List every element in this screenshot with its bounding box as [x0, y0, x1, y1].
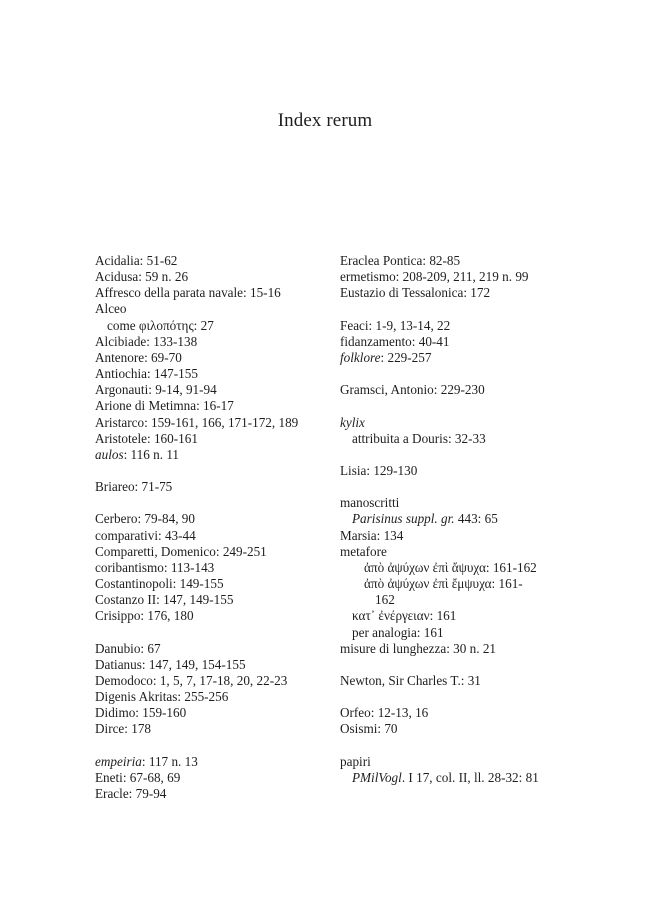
- index-entry: [340, 463, 576, 479]
- index-subentry: [340, 608, 576, 624]
- index-entry: [95, 301, 327, 317]
- index-entry: [95, 366, 327, 382]
- index-entry: [95, 592, 327, 608]
- index-subentry: [95, 318, 327, 334]
- index-entry: [95, 608, 327, 624]
- index-entry: [95, 689, 327, 705]
- index-entry: [95, 285, 327, 301]
- index-gap: [340, 738, 576, 754]
- index-entry: [95, 673, 327, 689]
- index-entry-text: ἀπὸ ἀψύχων ἐπὶ ἔμψυχα: 161-: [364, 576, 523, 592]
- index-column-right: [340, 253, 576, 786]
- index-entry-text: Eracle: 79-94: [95, 786, 167, 802]
- index-subentry: [340, 560, 576, 576]
- index-entry-text: manoscritti: [340, 495, 400, 511]
- index-entry-text: ἀπὸ ἀψύχων ἐπὶ ἄψυχα: 161-162: [364, 559, 537, 575]
- index-entry: [340, 495, 576, 511]
- index-entry: [340, 269, 576, 285]
- index-entry-text: Affresco della parata navale: 15-16: [95, 285, 281, 301]
- index-entry-text: Eustazio di Tessalonica: 172: [340, 285, 491, 301]
- index-entry-text: Digenis Akritas: 255-256: [95, 689, 229, 705]
- index-entry: [95, 770, 327, 786]
- index-entry: [95, 269, 327, 285]
- index-entry: [95, 576, 327, 592]
- index-entry: [95, 721, 327, 737]
- index-entry-text: fidanzamento: 40-41: [340, 333, 450, 349]
- index-entry: [95, 705, 327, 721]
- index-entry-text: per analogia: 161: [352, 624, 444, 640]
- index-entry: [95, 334, 327, 350]
- index-entry-text: Didimo: 159-160: [95, 705, 187, 721]
- index-entry-text: Comparetti, Domenico: 249-251: [95, 543, 267, 559]
- index-entry-text: κατ᾽ ἐνέργειαν: 161: [352, 608, 457, 624]
- index-entry-text: Alcibiade: 133-138: [95, 333, 198, 349]
- index-subentry: [340, 511, 576, 527]
- index-entry-text: Aristotele: 160-161: [95, 430, 198, 446]
- page-title: Index rerum: [277, 110, 373, 131]
- index-entry-italic-term: empeiria: [95, 753, 142, 769]
- index-entry-italic-term: aulos: [95, 446, 124, 462]
- index-entry-text: Dirce: 178: [95, 721, 152, 737]
- index-subentry: [340, 625, 576, 641]
- index-entry: [340, 641, 576, 657]
- index-entry: [95, 382, 327, 398]
- index-entry: [95, 560, 327, 576]
- index-entry-text: Costanzo II: 147, 149-155: [95, 592, 234, 608]
- index-entry-text: Demodoco: 1, 5, 7, 17-18, 20, 22-23: [95, 673, 288, 689]
- index-entry-text: coribantismo: 113-143: [95, 559, 215, 575]
- index-entry-text: Antenore: 69-70: [95, 349, 182, 365]
- index-entry-text: attribuita a Douris: 32-33: [352, 430, 486, 446]
- index-entry: [95, 350, 327, 366]
- index-entry-text: Briareo: 71-75: [95, 479, 173, 495]
- index-entry-text: Alceo: [95, 301, 127, 317]
- index-entry-text: metafore: [340, 543, 387, 559]
- index-entry: [95, 511, 327, 527]
- index-entry: [340, 318, 576, 334]
- index-gap: [340, 657, 576, 673]
- index-entry: [340, 673, 576, 689]
- index-entry-text: ermetismo: 208-209, 211, 219 n. 99: [340, 269, 529, 285]
- index-entry-text: Osismi: 70: [340, 721, 398, 737]
- index-entry-italic-term: kylix: [340, 414, 365, 430]
- index-entry: [95, 253, 327, 269]
- index-entry-text: Eraclea Pontica: 82-85: [340, 253, 461, 268]
- index-entry: [95, 528, 327, 544]
- index-entry-text: Antiochia: 147-155: [95, 366, 198, 382]
- index-gap: [95, 463, 327, 479]
- index-gap: [95, 495, 327, 511]
- index-gap: [95, 625, 327, 641]
- index-entry-text: Acidusa: 59 n. 26: [95, 269, 189, 285]
- index-entry-italic-term: PMilVogl: [352, 769, 402, 785]
- index-entry: [340, 544, 576, 560]
- index-entry-text: Acidalia: 51-62: [95, 253, 178, 268]
- index-entry-text: Lisia: 129-130: [340, 462, 418, 478]
- index-entry: [95, 415, 327, 431]
- index-entry-text: Marsia: 134: [340, 527, 404, 543]
- index-entry: [95, 641, 327, 657]
- index-gap: [340, 398, 576, 414]
- index-entry: [340, 285, 576, 301]
- index-entry: [340, 350, 576, 366]
- index-entry: [340, 528, 576, 544]
- index-gap: [95, 738, 327, 754]
- index-entry-text: Crisippo: 176, 180: [95, 608, 194, 624]
- index-entry-text: Argonauti: 9-14, 91-94: [95, 382, 217, 398]
- index-entry-text: : 116 n. 11: [123, 446, 180, 462]
- index-entry: [340, 754, 576, 770]
- index-entry: [95, 657, 327, 673]
- index-entry-text: 443: 65: [454, 511, 498, 527]
- index-gap: [340, 366, 576, 382]
- index-entry: [95, 544, 327, 560]
- index-entry: [340, 721, 576, 737]
- index-subentry: [340, 770, 576, 786]
- index-entry-text: Feaci: 1-9, 13-14, 22: [340, 317, 451, 333]
- index-entry-text: come φιλοπότης: 27: [107, 317, 214, 333]
- index-entry: [340, 705, 576, 721]
- index-subentry: [340, 576, 576, 608]
- index-entry-italic-term: folklore: [340, 349, 381, 365]
- index-entry: [95, 398, 327, 414]
- index-entry: [95, 447, 327, 463]
- index-entry: [95, 479, 327, 495]
- index-gap: [340, 447, 576, 463]
- index-entry: [95, 786, 327, 802]
- index-entry-text: Newton, Sir Charles T.: 31: [340, 672, 481, 688]
- index-entry: [340, 382, 576, 398]
- index-gap: [340, 479, 576, 495]
- index-entry-text: Costantinopoli: 149-155: [95, 576, 224, 592]
- index-entry: [340, 253, 576, 269]
- index-entry-text: comparativi: 43-44: [95, 527, 196, 543]
- index-entry-text: : 229-257: [380, 349, 432, 365]
- index-entry-text: Danubio: 67: [95, 640, 161, 656]
- index-entry-text: Orfeo: 12-13, 16: [340, 705, 429, 721]
- index-entry: [340, 415, 576, 431]
- index-entry-text: Gramsci, Antonio: 229-230: [340, 382, 485, 398]
- index-entry: [95, 754, 327, 770]
- index-entry-text: Aristarco: 159-161, 166, 171-172, 189: [95, 414, 299, 430]
- index-entry-text: : 117 n. 13: [141, 753, 198, 769]
- index-entry-continuation: 162: [375, 592, 395, 608]
- index-entry-text: . I 17, col. II, ll. 28-32: 81: [401, 769, 539, 785]
- index-entry-text: Datianus: 147, 149, 154-155: [95, 656, 246, 672]
- index-entry-text: Cerbero: 79-84, 90: [95, 511, 195, 527]
- index-gap: [340, 689, 576, 705]
- index-gap: [340, 301, 576, 317]
- index-entry-text: Arione di Metimna: 16-17: [95, 398, 234, 414]
- index-column-left: [95, 253, 327, 802]
- index-entry-text: papiri: [340, 753, 371, 769]
- index-entry-text: Eneti: 67-68, 69: [95, 769, 181, 785]
- index-subentry: [340, 431, 576, 447]
- index-entry: [340, 334, 576, 350]
- index-entry-italic-term: Parisinus suppl. gr.: [352, 511, 455, 527]
- index-entry-text: misure di lunghezza: 30 n. 21: [340, 640, 497, 656]
- index-entry: [95, 431, 327, 447]
